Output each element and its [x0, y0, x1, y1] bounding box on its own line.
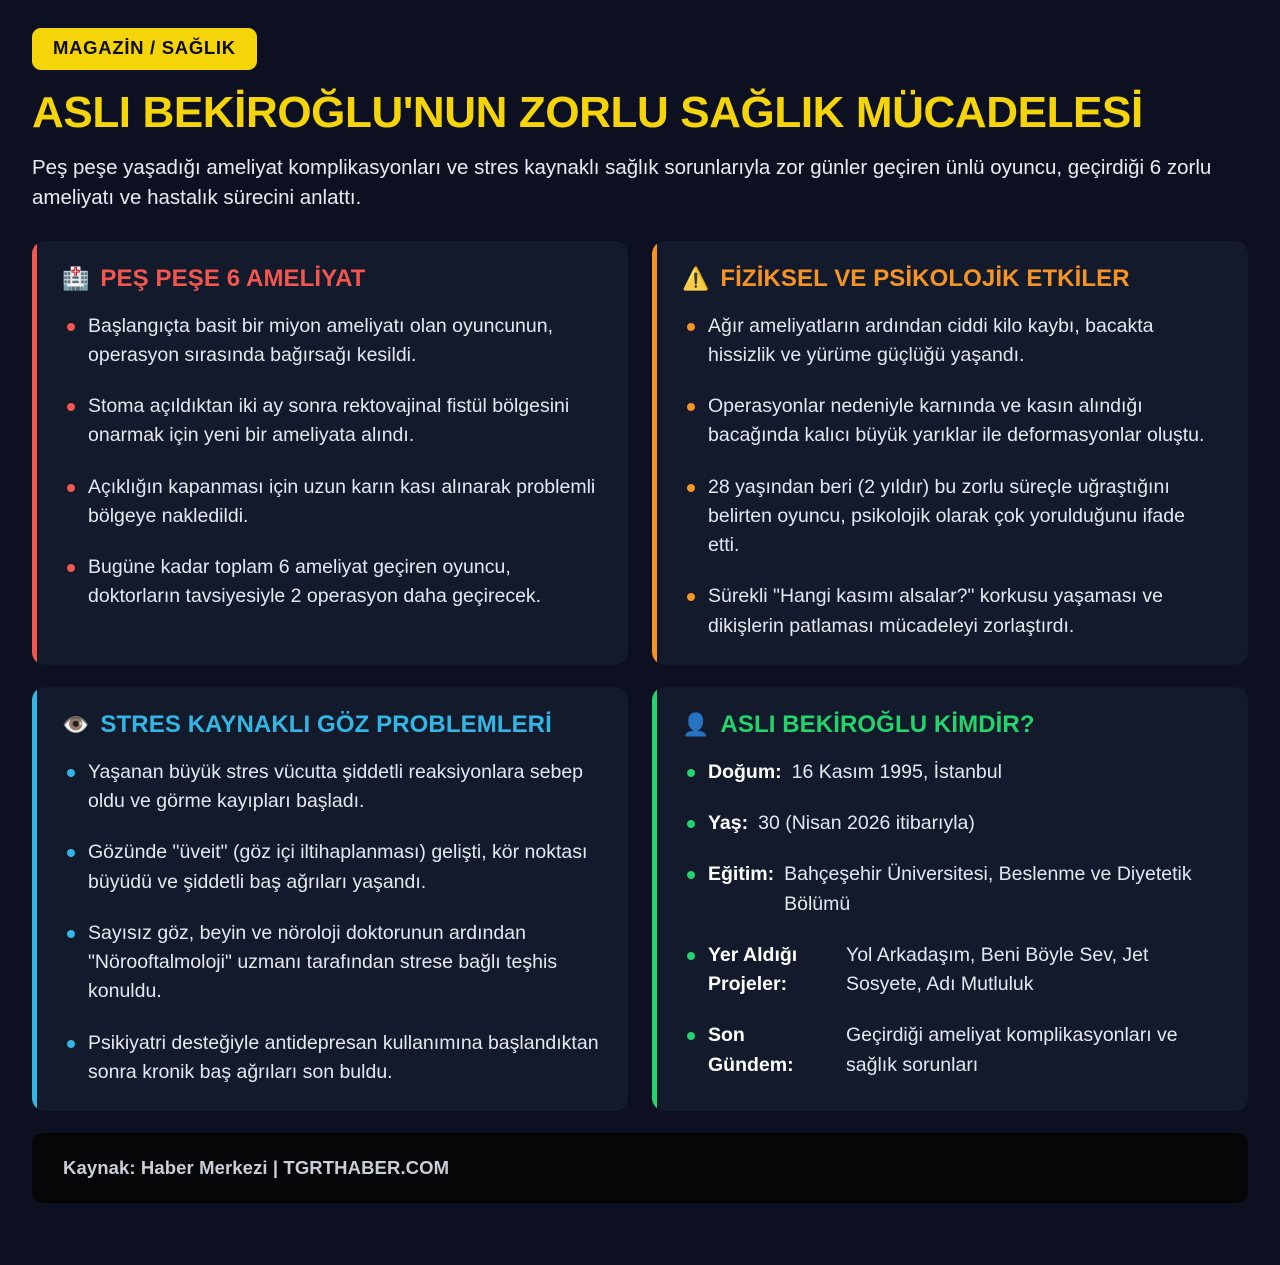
- bio-row: [678, 758, 1220, 787]
- list-item-text: Ağır ameliyatların ardından ciddi kilo kaybı, bacakta hissizlik ve yürüme güçlüğü yaşandı.: [708, 314, 1154, 366]
- bullet-list: [58, 758, 600, 1087]
- person-icon: 👤: [682, 711, 710, 737]
- list-item: [58, 838, 600, 897]
- list-item-text: Sayısız göz, beyin ve nöroloji doktorunun ardından "Nörooftalmoloji" uzmanı tarafından strese bağlı teşhis konuldu.: [88, 921, 558, 1003]
- bullet-dot: [687, 769, 695, 777]
- card-accent-bar: [32, 241, 37, 665]
- footer-bar: [32, 1133, 1248, 1203]
- list-item: [58, 553, 600, 612]
- list-item-text: Sürekli "Hangi kasımı alsalar?" korkusu yaşaması ve dikişlerin patlaması mücadeleyi zorlaştırdı.: [708, 585, 1163, 637]
- list-item: [678, 392, 1220, 451]
- list-item: [678, 582, 1220, 641]
- card-fiziksel-ve-psikolojik-etkiler: [652, 241, 1248, 665]
- bullet-dot: [67, 484, 75, 492]
- bio-label: Doğum:: [708, 760, 782, 783]
- list-item-text: Bugüne kadar toplam 6 ameliyat geçiren oyuncu, doktorların tavsiyesiyle 2 operasyon daha geçirecek.: [88, 556, 542, 608]
- list-item-text: Açıklığın kapanması için uzun karın kası alınarak problemli bölgeye nakledildi.: [88, 475, 596, 527]
- bio-row: [678, 1021, 1220, 1080]
- list-item-text: Operasyonlar nedeniyle karnında ve kasın alındığı bacağında kalıcı büyük yarıklar ile deformasyonlar oluştu.: [708, 395, 1205, 447]
- card-title: PEŞ PEŞE 6 AMELİYAT: [100, 264, 366, 292]
- bio-value: Geçirdiği ameliyat komplikasyonları ve sağlık sorunları: [846, 1024, 1178, 1076]
- list-item-text: 28 yaşından beri (2 yıldır) bu zorlu süreçle uğraştığını belirten oyuncu, psikolojik olarak çok yorulduğunu ifade etti.: [708, 475, 1185, 557]
- source-credit: Kaynak: Haber Merkezi | TGRTHABER.COM: [63, 1157, 450, 1179]
- bio-value: Bahçeşehir Üniversitesi, Beslenme ve Diyetetik Bölümü: [784, 863, 1192, 915]
- bullet-dot: [687, 1032, 695, 1040]
- bullet-dot: [687, 593, 695, 601]
- page-subtitle: Peş peşe yaşadığı ameliyat komplikasyonları ve stres kaynaklı sağlık sorunlarıyla zor günler geçiren ünlü oyuncu, geçirdiği 6 zorlu ameliyatı ve hastalık sürecini anlattı.: [32, 156, 1212, 210]
- bio-label: Yaş:: [708, 812, 749, 835]
- list-item: [58, 758, 600, 817]
- bullet-dot: [687, 484, 695, 492]
- bullet-list: [58, 312, 600, 612]
- bio-value: 30 (Nisan 2026 itibarıyla): [758, 812, 975, 835]
- list-item: [58, 919, 600, 1007]
- bullet-dot: [687, 403, 695, 411]
- bullet-dot: [67, 769, 75, 777]
- bio-value: 16 Kasım 1995, İstanbul: [791, 760, 1002, 783]
- card-header: [678, 710, 1220, 738]
- bio-label: Eğitim:: [708, 863, 775, 886]
- card-accent-bar: [32, 687, 37, 1111]
- bio-label: Son Gündem:: [708, 1024, 794, 1076]
- bio-list: [678, 758, 1220, 1080]
- list-item-text: Stoma açıldıktan iki ay sonra rektovajinal fistül bölgesini onarmak için yeni bir ameliyata alındı.: [88, 395, 570, 447]
- bullet-dot: [687, 820, 695, 828]
- bullet-dot: [67, 930, 75, 938]
- hospital-icon: 🏥: [62, 265, 90, 291]
- list-item: [678, 473, 1220, 561]
- list-item-text: Başlangıçta basit bir miyon ameliyatı olan oyuncunun, operasyon sırasında bağırsağı kesildi.: [88, 314, 554, 366]
- card-title: ASLI BEKİROĞLU KİMDİR?: [720, 710, 1035, 738]
- bullet-dot: [687, 323, 695, 331]
- bullet-dot: [687, 871, 695, 879]
- card-header: [58, 264, 600, 292]
- bullet-dot: [67, 403, 75, 411]
- bio-row: [678, 941, 1220, 1000]
- bio-row: [678, 860, 1220, 919]
- bullet-dot: [67, 1040, 75, 1048]
- bullet-list: [678, 312, 1220, 641]
- card-stres-kaynakli-goz-problemleri: [32, 687, 628, 1111]
- bullet-dot: [67, 323, 75, 331]
- page-title: ASLI BEKİROĞLU'NUN ZORLU SAĞLIK MÜCADELESİ: [32, 87, 1143, 137]
- card-accent-bar: [652, 241, 657, 665]
- card-header: [678, 264, 1220, 292]
- eye-icon: 👁️: [62, 711, 90, 737]
- card-asli-bekiroglu-kimdir: [652, 687, 1248, 1111]
- list-item-text: Gözünde "üveit" (göz içi iltihaplanması) gelişti, kör noktası büyüdü ve şiddetli baş ağrıları yaşandı.: [88, 841, 588, 893]
- cards-grid: [32, 241, 1248, 1112]
- bullet-dot: [687, 952, 695, 960]
- list-item: [58, 1029, 600, 1088]
- bullet-dot: [67, 564, 75, 572]
- list-item: [58, 392, 600, 451]
- bullet-dot: [67, 849, 75, 857]
- category-badge: MAGAZİN / SAĞLIK: [32, 28, 257, 70]
- bio-value: Yol Arkadaşım, Beni Böyle Sev, Jet Sosyete, Adı Mutluluk: [846, 943, 1149, 996]
- card-header: [58, 710, 600, 738]
- list-item: [58, 312, 600, 371]
- list-item-text: Yaşanan büyük stres vücutta şiddetli reaksiyonlara sebep oldu ve görme kayıpları başladı.: [88, 760, 584, 813]
- list-item: [58, 473, 600, 532]
- card-title: STRES KAYNAKLI GÖZ PROBLEMLERİ: [100, 710, 552, 738]
- bio-label: Yer Aldığı Projeler:: [708, 943, 798, 996]
- card-pes-pese-6-ameliyat: [32, 241, 628, 665]
- list-item-text: Psikiyatri desteğiyle antidepresan kullanımına başlandıktan sonra kronik baş ağrıları son buldu.: [88, 1031, 599, 1083]
- card-title: FİZİKSEL VE PSİKOLOJİK ETKİLER: [720, 264, 1130, 292]
- warning-icon: ⚠️: [682, 265, 710, 291]
- card-accent-bar: [652, 687, 657, 1111]
- bio-row: [678, 809, 1220, 838]
- list-item: [678, 312, 1220, 371]
